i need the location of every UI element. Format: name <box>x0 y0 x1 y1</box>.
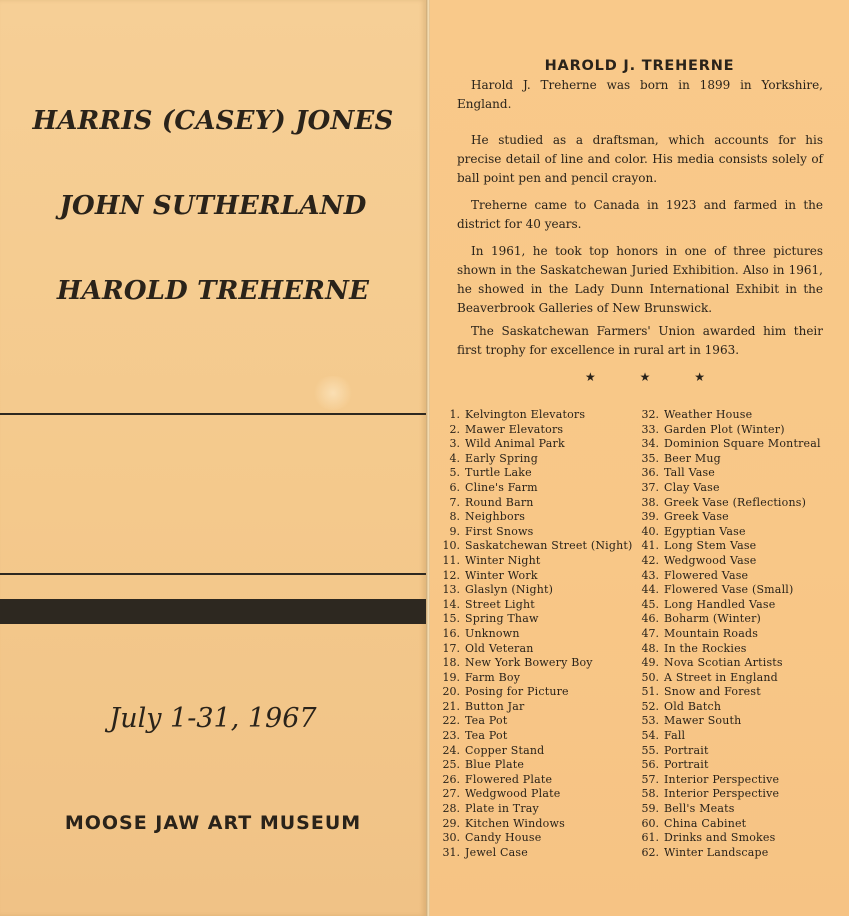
item-title: In the Rockies <box>664 641 747 655</box>
item-title: Old Veteran <box>465 641 534 655</box>
list-item <box>640 583 821 598</box>
item-title: Farm Boy <box>465 670 521 684</box>
list-item <box>441 700 633 715</box>
item-title: Fall <box>664 729 686 743</box>
item-title: Mountain Roads <box>664 626 759 640</box>
item-title: Old Batch <box>664 699 722 713</box>
item-title: Wedgwood Vase <box>664 553 757 567</box>
list-item <box>640 466 821 481</box>
item-title: Button Jar <box>465 699 525 713</box>
item-number: 58. <box>641 787 659 801</box>
item-number: 12. <box>442 568 460 582</box>
star-icon: ★ <box>585 370 596 384</box>
list-item <box>640 452 821 467</box>
list-item <box>640 525 821 540</box>
item-number: 36. <box>641 466 659 480</box>
list-item <box>640 627 821 642</box>
list-item <box>441 802 633 817</box>
list-item <box>640 598 821 613</box>
list-item <box>441 671 633 686</box>
item-number: 45. <box>641 597 659 611</box>
item-number: 38. <box>641 495 659 509</box>
list-item <box>640 700 821 715</box>
list-item <box>640 554 821 569</box>
list-item <box>441 408 633 423</box>
item-number: 7. <box>449 495 460 509</box>
exhibition-dates: July 1-31, 1967 <box>109 703 317 734</box>
list-item <box>640 773 821 788</box>
item-number: 41. <box>641 539 659 553</box>
item-title: New York Bowery Boy <box>465 656 593 670</box>
list-item <box>441 496 633 511</box>
item-title: Plate in Tray <box>465 802 539 816</box>
item-number: 27. <box>442 787 460 801</box>
item-title: Copper Stand <box>465 743 545 757</box>
item-number: 9. <box>449 524 460 538</box>
item-title: Boharm (Winter) <box>664 612 762 626</box>
item-number: 15. <box>442 612 460 626</box>
item-number: 2. <box>449 422 460 436</box>
item-number: 13. <box>442 583 460 597</box>
item-title: Mawer South <box>664 714 742 728</box>
cover-rule-thick <box>0 599 426 624</box>
item-title: Drinks and Smokes <box>664 831 776 845</box>
item-title: Winter Landscape <box>664 845 769 859</box>
list-item <box>640 481 821 496</box>
item-number: 61. <box>641 831 659 845</box>
item-title: China Cabinet <box>664 816 747 830</box>
item-title: Round Barn <box>465 495 534 509</box>
artist-name-jones: HARRIS (CASEY) JONES <box>32 106 394 136</box>
item-number: 30. <box>442 831 460 845</box>
bio-paragraph-training: He studied as a draftsman, which accounts for his precise detail of line and color. His media consists solely of ball point pen and pencil crayon. <box>457 133 823 185</box>
bio-paragraph-immigration: Treherne came to Canada in 1923 and farmed in the district for 40 years. <box>457 198 823 231</box>
item-number: 20. <box>442 685 460 699</box>
bio-paragraph-honors: In 1961, he took top honors in one of three pictures shown in the Saskatchewan Juried Exhibition. Also in 1961, he showed in the Lady Dunn International Exhibit in the Beaverbrook Galleries of New Brunswick. <box>457 244 823 315</box>
item-title: Snow and Forest <box>664 685 761 699</box>
item-number: 62. <box>641 845 659 859</box>
item-title: A Street in England <box>664 670 778 684</box>
list-item <box>441 510 633 525</box>
item-number: 57. <box>641 772 659 786</box>
list-item <box>441 714 633 729</box>
item-number: 22. <box>442 714 460 728</box>
paper-stain <box>312 376 354 410</box>
list-item <box>640 787 821 802</box>
item-number: 37. <box>641 480 659 494</box>
list-item <box>441 831 633 846</box>
item-title: Saskatchewan Street (Night) <box>465 539 633 553</box>
item-title: Portrait <box>664 743 709 757</box>
list-item <box>441 627 633 642</box>
bio-paragraph-trophy: The Saskatchewan Farmers' Union awarded him their first trophy for excellence in rural art in 1963. <box>457 324 823 357</box>
list-item <box>441 729 633 744</box>
item-title: Bell's Meats <box>664 802 735 816</box>
star-icon: ★ <box>694 370 705 384</box>
item-title: Jewel Case <box>465 845 528 859</box>
item-number: 59. <box>641 802 659 816</box>
list-item <box>640 642 821 657</box>
list-item <box>441 539 633 554</box>
list-item <box>441 656 633 671</box>
item-title: Weather House <box>664 408 753 421</box>
list-item <box>441 612 633 627</box>
item-title: Tall Vase <box>664 466 716 480</box>
bio-paragraph-birth: Harold J. Treherne was born in 1899 in Yorkshire, England. <box>457 78 823 111</box>
item-number: 47. <box>641 626 659 640</box>
museum-name: MOOSE JAW ART MUSEUM <box>64 812 362 834</box>
item-title: Long Handled Vase <box>664 597 776 611</box>
item-title: Glaslyn (Night) <box>465 583 554 597</box>
list-item <box>640 423 821 438</box>
item-number: 25. <box>442 758 460 772</box>
item-number: 31. <box>442 845 460 859</box>
cover-rule-thin-top <box>0 413 426 415</box>
list-item <box>441 846 633 861</box>
item-number: 18. <box>442 656 460 670</box>
item-number: 60. <box>641 816 659 830</box>
item-number: 50. <box>641 670 659 684</box>
list-item <box>640 437 821 452</box>
list-item <box>441 598 633 613</box>
item-number: 16. <box>442 626 460 640</box>
item-title: Turtle Lake <box>465 466 532 480</box>
item-title: Garden Plot (Winter) <box>664 422 785 436</box>
item-title: Wild Animal Park <box>465 437 565 451</box>
item-number: 21. <box>442 699 460 713</box>
item-title: Clay Vase <box>664 480 720 494</box>
item-title: Egyptian Vase <box>664 524 746 538</box>
item-title: Winter Night <box>465 553 541 567</box>
item-title: Greek Vase (Reflections) <box>664 495 807 509</box>
item-title: Posing for Picture <box>465 685 569 699</box>
item-number: 51. <box>641 685 659 699</box>
list-item <box>441 817 633 832</box>
list-item <box>441 758 633 773</box>
list-item <box>441 685 633 700</box>
item-title: Interior Perspective <box>664 787 780 801</box>
star-icon: ★ <box>639 370 651 384</box>
item-title: Tea Pot <box>465 714 508 728</box>
item-number: 54. <box>641 729 659 743</box>
item-number: 17. <box>442 641 460 655</box>
star-separator <box>585 370 705 384</box>
item-number: 28. <box>442 802 460 816</box>
item-number: 3. <box>449 437 460 451</box>
item-number: 33. <box>641 422 659 436</box>
item-title: Nova Scotian Artists <box>664 656 783 670</box>
list-item <box>441 525 633 540</box>
list-item <box>640 831 821 846</box>
item-number: 44. <box>641 583 659 597</box>
item-number: 11. <box>442 553 460 567</box>
item-number: 53. <box>641 714 659 728</box>
item-number: 14. <box>442 597 460 611</box>
artist-name-treherne: HAROLD TREHERNE <box>56 276 370 306</box>
list-item <box>441 554 633 569</box>
list-item <box>441 452 633 467</box>
item-title: Neighbors <box>465 510 526 524</box>
item-title: Flowered Plate <box>465 772 553 786</box>
item-title: Mawer Elevators <box>465 422 564 436</box>
item-title: Street Light <box>465 597 535 611</box>
item-number: 8. <box>449 510 460 524</box>
item-title: Interior Perspective <box>664 772 780 786</box>
list-item <box>441 569 633 584</box>
list-item <box>640 817 821 832</box>
list-item <box>640 802 821 817</box>
item-number: 19. <box>442 670 460 684</box>
item-title: Cline's Farm <box>465 480 538 494</box>
item-title: Spring Thaw <box>465 612 539 626</box>
item-number: 52. <box>641 699 659 713</box>
item-title: Long Stem Vase <box>664 539 757 553</box>
list-item <box>441 773 633 788</box>
list-item <box>640 714 821 729</box>
item-title: Portrait <box>664 758 709 772</box>
item-title: Blue Plate <box>465 758 525 772</box>
item-number: 34. <box>641 437 659 451</box>
item-number: 5. <box>449 466 460 480</box>
item-number: 4. <box>449 451 460 465</box>
item-number: 39. <box>641 510 659 524</box>
works-list-right <box>640 408 821 860</box>
item-number: 56. <box>641 758 659 772</box>
item-title: Beer Mug <box>664 451 721 465</box>
list-item <box>640 569 821 584</box>
item-title: Wedgwood Plate <box>465 787 561 801</box>
list-item <box>640 408 821 423</box>
item-number: 48. <box>641 641 659 655</box>
item-number: 23. <box>442 729 460 743</box>
item-number: 40. <box>641 524 659 538</box>
list-item <box>640 510 821 525</box>
artist-name-sutherland: JOHN SUTHERLAND <box>59 191 367 221</box>
item-title: Greek Vase <box>664 510 729 524</box>
item-number: 24. <box>442 743 460 757</box>
item-number: 49. <box>641 656 659 670</box>
list-item <box>441 583 633 598</box>
list-item <box>640 496 821 511</box>
list-item <box>640 758 821 773</box>
item-title: First Snows <box>465 524 534 538</box>
bio-heading: HAROLD J. TREHERNE <box>544 58 735 74</box>
list-item <box>441 466 633 481</box>
item-title: Flowered Vase <box>664 568 749 582</box>
list-item <box>441 437 633 452</box>
item-title: Dominion Square Montreal <box>664 437 821 451</box>
item-number: 29. <box>442 816 460 830</box>
item-number: 10. <box>442 539 460 553</box>
list-item <box>640 671 821 686</box>
list-item <box>640 744 821 759</box>
list-item <box>640 612 821 627</box>
item-number: 6. <box>449 480 460 494</box>
works-list-left <box>441 408 633 860</box>
item-title: Kelvington Elevators <box>465 408 586 421</box>
item-number: 55. <box>641 743 659 757</box>
item-title: Winter Work <box>465 568 538 582</box>
list-item <box>441 642 633 657</box>
item-title: Flowered Vase (Small) <box>664 583 794 597</box>
item-number: 43. <box>641 568 659 582</box>
item-title: Unknown <box>465 626 520 640</box>
list-item <box>640 846 821 861</box>
list-item <box>640 729 821 744</box>
item-title: Early Spring <box>465 451 538 465</box>
list-item <box>640 656 821 671</box>
item-number: 32. <box>641 408 659 421</box>
item-title: Candy House <box>465 831 542 845</box>
item-number: 1. <box>449 408 460 421</box>
item-title: Tea Pot <box>465 729 508 743</box>
list-item <box>441 481 633 496</box>
item-number: 26. <box>442 772 460 786</box>
list-item <box>441 787 633 802</box>
item-number: 46. <box>641 612 659 626</box>
list-item <box>441 423 633 438</box>
list-item <box>441 744 633 759</box>
item-number: 35. <box>641 451 659 465</box>
cover-rule-thin-middle <box>0 573 426 575</box>
item-number: 42. <box>641 553 659 567</box>
list-item <box>640 539 821 554</box>
item-title: Kitchen Windows <box>465 816 565 830</box>
list-item <box>640 685 821 700</box>
